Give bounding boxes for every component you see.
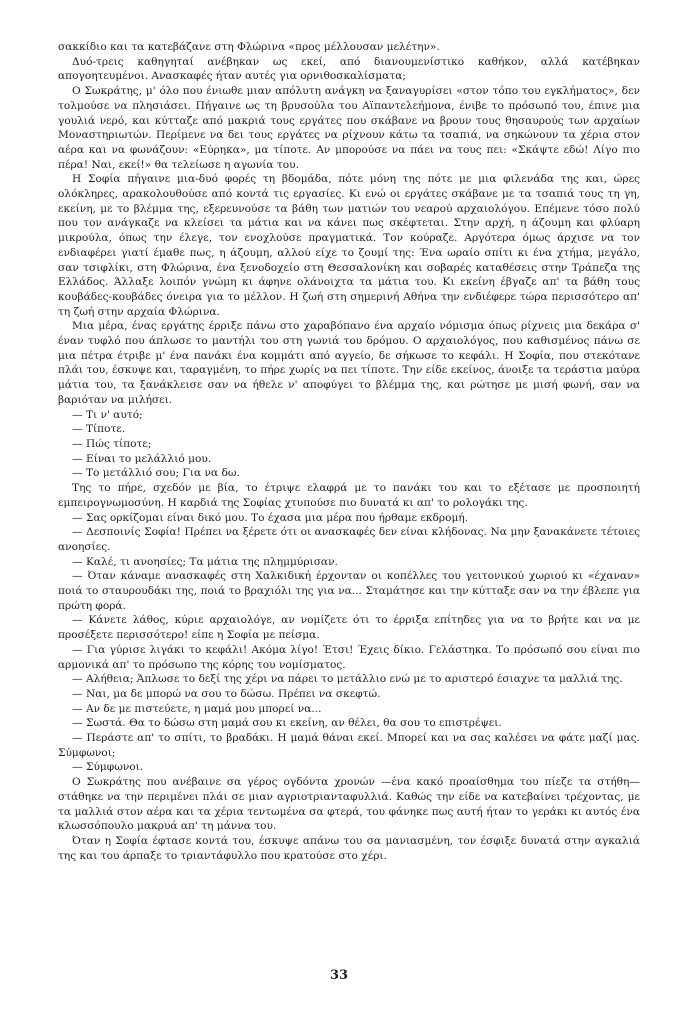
paragraph: Ο Σωκράτης, μ' όλο που ένιωθε μιαν απόλυτη ανάγκη να ξαναγυρίσει «στον τόπο του εγκλήματος», δεν τολμούσε να πλησιάσει. Πήγαινε ως τη βρυσούλα του Αϊπαντελεήμονα, ένιβε το πρόσωπό του, έπινε μια γουλιά νερό, και κύτταζε από μακριά τους εργάτες που σκάβανε να βρουν τους θησαυρούς των αρχαίων Μοναστηριωτών. Περίμενε να δει τους εργάτες να ρίχνουν κάτω τα τσαπιά, να σηκώνουν τα χέρια στον αέρα και να φωνάζουν: «Εύρηκα», μα τίποτε. Αν μπορούσε να πάει να τους πει: «Σκάψτε εδώ! Λίγο πιο πέρα! Ναι, εκεί!» θα τελείωσε η αγωνία του. (58, 85, 640, 171)
dialogue-line: — Ναι, μα δε μπορώ να σου το δώσω. Πρέπει να σκεφτώ. (72, 687, 381, 700)
dialogue-line: — Σωστά. Θα το δώσω στη μαμά σου κι εκείνη, αν θέλει, θα σου το επιστρέψει. (72, 717, 502, 730)
dialogue-line: — Είναι το μελάλλιό μου. (72, 452, 212, 465)
dialogue-line: — Τι ν' αυτό; (72, 408, 143, 421)
text-body (58, 40, 640, 980)
paragraph: σακκίδιο και τα κατεβάζανε στη Φλώρινα «προς μέλλουσαν μελέτην». (58, 41, 440, 53)
dialogue-line: — Περάστε απ' το σπίτι, το βραδάκι. Η μαμά θάναι εκεί. Μπορεί και να σας καλέσει να φάτε μαζί μας. Σύμφωνοι; (58, 732, 640, 759)
dialogue-line: — Δεσποινίς Σοφία! Πρέπει να ξέρετε ότι οι ανασκαφές δεν είναι κλήδονας. Να μην ξανακάνετε τέτοιες ανοησίες. (58, 526, 640, 553)
dialogue-line: — Όταν κάναμε ανασκαφές στη Χαλκιδική έρχονταν οι κοπέλλες του γειτονικού χωριού κι «έχαναν» ποιά το σταυρουδάκι της, ποιά το βραχιόλι της για να... Σταμάτησε και την κύτταξε σαν να την έβλεπε για πρώτη φορά. (58, 570, 640, 612)
paragraph: Μια μέρα, ένας εργάτης έρριξε πάνω στο χαραβόπανο ένα αρχαίο νόμισμα όπως ρίχνεις μια δεκάρα σ' έναν τυφλό που άπλωσε το μαντήλι του στη γωνιά του δρόμου. Ο αρχαιολόγος, που καθισμένος πάνω σε μια πέτρα έτριβε μ' ένα πανάκι ένα κομμάτι από αγγείο, δε σήκωσε το κεφάλι. Η Σοφία, που στεκότανε πλάι του, έσκυψε και, ταραγμένη, το πήρε χωρίς να πει τίποτε. Την είδε εκείνος, άνοιξε τα τεράστια μαύρα μάτια του, τα ξανάκλεισε σαν να ήθελε ν' αποφύγει το βλέμμα της, και ρώτησε με μισή φωνή, σαν να βαριόταν να μιλήσει. (58, 320, 640, 406)
dialogue-line: — Για γύρισε λιγάκι το κεφάλι! Ακόμα λίγο! Έτσι! Έχεις δίκιο. Γελάστηκα. Το πρόσωπό σου είναι πιο αρμονικά απ' το πρόσωπο της κόρης του νομίσματος. (58, 643, 640, 671)
paragraph: Δυό-τρεις καθηγηταί ανέβηκαν ως εκεί, από διανουμενίστικο καθήκον, αλλά κατέβηκαν απογοητευμένοι. Ανασκαφές ήταν αυτές για ορνιθοσκαλίσματα; (58, 55, 640, 83)
dialogue-line: — Τίποτε. (72, 423, 126, 436)
dialogue-line: — Καλέ, τι ανοησίες; Τα μάτια της πλημμύρισαν. (72, 555, 338, 568)
dialogue-line: — Αλήθεια; Άπλωσε το δεξί της χέρι να πάρει το μετάλλιο ενώ με το αριστερό έσιαχνε τα μαλλιά της. (72, 673, 623, 686)
dialogue-line: — Σας ορκίζομαι είναι δικό μου. Το έχασα μια μέρα που ήρθαμε εκδρομή. (72, 511, 469, 524)
dialogue-line: — Το μετάλλιό σου; Για να δω. (72, 467, 240, 480)
paragraph: Όταν η Σοφία έφτασε κοντά του, έσκυψε απάνω του σα μανιασμένη, τον έσφιξε δυνατά στην αγκαλιά της και του άρπαξε το τριαντάφυλλο που κρατούσε στο χέρι. (58, 834, 640, 862)
dialogue-line: — Σύμφωνοι. (72, 761, 144, 774)
dialogue-line: — Κάνετε λάθος, κύριε αρχαιολόγε, αν νομίζετε ότι το έρριξα επίτηδες για να το βρήτε και να με προσέξετε περισσότερο! είπε η Σοφία με πείσμα. (58, 614, 640, 642)
page-number: 33 (329, 968, 349, 983)
paragraph: Ο Σωκράτης που ανέβαινε σα γέρος ογδόντα χρονών —ένα κακό προαίσθημα του πίεζε τα στήθη— στάθηκε να την περιμένει πλάι σε μιαν αγριοτριανταφυλλιά. Καθώς την είδε να κατεβαίνει τρέχοντας, με τα μαλλιά στον αέρα και τα χέρια τεντωμένα σα φτερά, του φάνηκε πως αυτή ήταν το γεράκι κι αυτός ένα κλωσσόπουλο μακρυά απ' τη μάννα του. (58, 776, 640, 833)
dialogue-line: — Αν δε με πιστεύετε, η μαμά μου μπορεί να... (72, 702, 322, 715)
paragraph: Η Σοφία πήγαινε μια-δυό φορές τη βδομάδα, πότε μόνη της πότε με μια φιλενάδα της και, ώρες ολόκληρες, αρακολουθούσε από κοντά τις εργασίες. Κι ενώ οι εργάτες σκάβανε με τα τσαπιά τους τη γη, εκείνη, με το βλέμμα της, εξερευνούσε τα βάθη των ματιών του νεαρού αρχαιολόγου. Επέμενε τόσο πολύ που τον ανάγκαζε να κλείσει τα μάτια και να κάνει πως σκέφτεται. Στην αρχή, η άζουμη και φλύαρη μικρούλα, όπως την έλεγε, τον ενοχλούσε πραγματικά. Τον κούραζε. Αργότερα όμως άρχισε να τον ενδιαφέρει γιατί έμαθε πως, η άζουμη, αλλού είχε το ζουμί της: Ένα ωραίο σπίτι κι ένα χτήμα, μεγάλο, σαν τσιφλίκι, στη Φλώρινα, ένα ξενοδοχείο στη Θεσσαλονίκη και σοβαρές καταθέσεις στην Τράπεζα της Ελλάδος. Άλλαξε λοιπόν γνώμη κι άφηνε ολάνοιχτα τα μάτια του. Κι εκείνη έβγαζε απ' τα βάθη τους κουβάδες-κουβάδες όνειρα για το μέλλον. Η ζωή στη σημερινή Αθήνα την ενδιέφερε τώρα περισσότερο απ' τη ζωή στην αρχαία Φλώρινα. (58, 173, 640, 318)
dialogue-line: — Πώς τίποτε; (72, 437, 152, 450)
paragraph: Της το πήρε, σχεδόν με βία, το έτριψε ελαφρά με το πανάκι του και το εξέτασε με προσποιητή εμπειρογνωμοσύνη. Η καρδιά της Σοφίας χτυπούσε πιο δυνατά κι απ' το ρολογάκι της. (58, 482, 640, 509)
